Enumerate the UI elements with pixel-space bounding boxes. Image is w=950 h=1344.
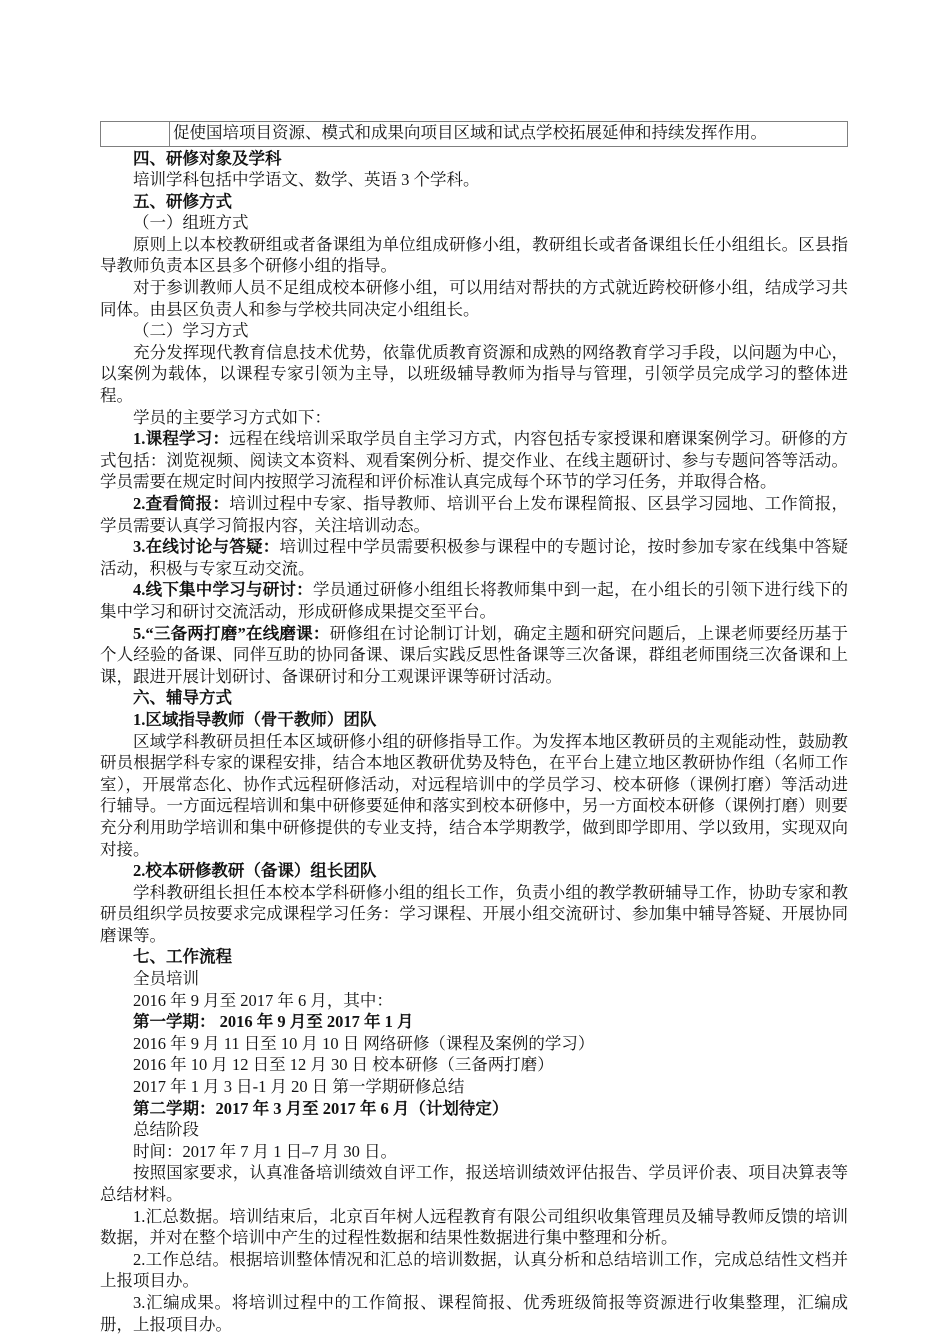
paragraph: [100, 1292, 848, 1335]
paragraph: [100, 1076, 848, 1098]
document-body: [100, 148, 848, 1336]
section-heading: [100, 148, 848, 170]
paragraph-text: 1.汇总数据。培训结束后，北京百年树人远程教育有限公司组织收集管理员及辅导教师反馈的培训数据，并对在整个培训中产生的过程性数据和结果性数据进行集中整理和分析。: [100, 1206, 848, 1248]
paragraph: [100, 1162, 848, 1205]
paragraph-text: 2016 年 9 月至 2017 年 6 月，其中：: [133, 990, 393, 1010]
paragraph: [100, 731, 848, 861]
paragraph-text: 培训过程中专家、指导教师、培训平台上发布课程简报、区县学习园地、工作简报，学员需要认真学习简报内容，关注培训动态。: [100, 494, 849, 535]
paragraph: [100, 342, 848, 407]
paragraph-lead: 1.课程学习：: [133, 429, 230, 449]
paragraph-text: 2016 年 10 月 12 日至 12 月 30 日 校本研修（三备两打磨）: [133, 1055, 554, 1075]
paragraph-text: 四、研修对象及学科: [133, 148, 282, 168]
paragraph: [100, 623, 848, 688]
table-fragment: [100, 121, 848, 147]
table-cell-empty: [101, 122, 170, 147]
paragraph: [100, 277, 848, 320]
paragraph-lead: 3.在线讨论与答疑：: [133, 537, 280, 557]
section-heading: [100, 860, 848, 882]
paragraph: [100, 579, 848, 622]
paragraph: [100, 407, 848, 429]
section-heading: [100, 946, 848, 968]
paragraph-text: 2.校本研修教研（备课）组长团队: [133, 861, 377, 881]
paragraph: [100, 1119, 848, 1141]
section-heading: [100, 191, 848, 213]
paragraph: [100, 1141, 848, 1163]
table-cell-text: 促使国培项目资源、模式和成果向项目区域和试点学校拓展延伸和持续发挥作用。: [170, 122, 848, 147]
section-heading: [100, 1011, 848, 1033]
paragraph-text: 区域学科教研员担任本区域研修小组的研修指导工作。为发挥本地区教研员的主观能动性，鼓励教研员根据学科专家的课程安排，结合本地区教研优势及特色，在平台上建立地区教研协作组（名师工作室），开展常态化、协作式远程研修活动，对远程培训中的学员学习、校本研修（课例打磨）等活动进行辅导。一方面远程培训和集中研修要延伸和落实到校本研修中，另一方面校本研修（课例打磨）则要充分利用助学培训和集中研修提供的专业支持，结合本学期教学，做到即学即用、学以致用，实现双向对接。: [100, 731, 848, 859]
section-heading: [100, 1098, 848, 1120]
paragraph-text: 第一学期： 2016 年 9 月至 2017 年 1 月: [133, 1012, 414, 1032]
paragraph-text: 学科教研组长担任本校本学科研修小组的组长工作，负责小组的教学教研辅导工作，协助专家和教研员组织学员按要求完成课程学习任务：学习课程、开展小组交流研讨、参加集中辅导答疑、开展协同磨课等。: [100, 882, 848, 945]
paragraph: [100, 1249, 848, 1292]
paragraph-text: 3.汇编成果。将培训过程中的工作简报、课程简报、优秀班级简报等资源进行收集整理，汇编成册，上报项目办。: [100, 1292, 848, 1334]
paragraph-text: 时间：2017 年 7 月 1 日–7 月 30 日。: [133, 1141, 397, 1161]
paragraph-text: 学员的主要学习方式如下：: [133, 407, 331, 427]
paragraph-text: 总结阶段: [133, 1120, 199, 1140]
paragraph-text: 全员培训: [133, 969, 199, 989]
paragraph: [100, 493, 848, 536]
paragraph-text: 学员通过研修小组组长将教师集中到一起，在小组长的引领下进行线下的集中学习和研讨交流活动，形成研修成果提交至平台。: [100, 580, 849, 621]
paragraph: [100, 169, 848, 191]
paragraph-text: 五、研修方式: [133, 191, 232, 211]
paragraph-lead: 4.线下集中学习与研讨：: [133, 580, 313, 600]
paragraph-text: 第二学期：2017 年 3 月至 2017 年 6 月（计划待定）: [133, 1098, 509, 1118]
paragraph-text: 培训学科包括中学语文、数学、英语 3 个学科。: [133, 170, 480, 190]
paragraph: [100, 536, 848, 579]
paragraph: [100, 1033, 848, 1055]
paragraph-text: 六、辅导方式: [133, 688, 232, 708]
table-row: [101, 122, 848, 147]
paragraph-lead: 2.查看简报：: [133, 494, 230, 513]
paragraph-text: 充分发挥现代教育信息技术优势，依靠优质教育资源和成熟的网络教育学习手段，以问题为中心，以案例为载体，以课程专家引领为主导，以班级辅导教师为指导与管理，引领学员完成学习的整体进程。: [100, 342, 848, 406]
paragraph-text: 按照国家要求，认真准备培训绩效自评工作，报送培训绩效评估报告、学员评价表、项目决算表等总结材料。: [100, 1163, 848, 1204]
paragraph-text: 2017 年 1 月 3 日-1 月 20 日 第一学期研修总结: [133, 1077, 465, 1097]
document-content: [100, 121, 848, 1335]
section-heading: [100, 687, 848, 709]
paragraph: [100, 968, 848, 990]
paragraph-text: 对于参训教师人员不足组成校本研修小组，可以用结对帮扶的方式就近跨校研修小组，结成学习共同体。由县区负责人和参与学校共同决定小组组长。: [100, 278, 848, 319]
paragraph: [100, 212, 848, 234]
paragraph: [100, 320, 848, 342]
paragraph: [100, 234, 848, 277]
paragraph: [100, 428, 848, 493]
paragraph-text: 2.工作总结。根据培训整体情况和汇总的培训数据，认真分析和总结培训工作，完成总结性文档并上报项目办。: [100, 1249, 848, 1291]
section-heading: [100, 709, 848, 731]
paragraph-text: 1.区域指导教师（骨干教师）团队: [133, 709, 377, 729]
paragraph-text: 远程在线培训采取学员自主学习方式，内容包括专家授课和磨课案例学习。研修的方式包括：浏览视频、阅读文本资料、观看案例分析、提交作业、在线主题研讨、参与专题问答等活动。学员需要在规定时间内按照学习流程和评价标准认真完成每个环节的学习任务，并取得合格。: [100, 429, 849, 492]
paragraph-text: 七、工作流程: [133, 947, 232, 967]
paragraph-text: 原则上以本校教研组或者备课组为单位组成研修小组，教研组长或者备课组长任小组组长。区县指导教师负责本区县多个研修小组的指导。: [100, 234, 848, 276]
paragraph-text: 2016 年 9 月 11 日至 10 月 10 日 网络研修（课程及案例的学习）: [133, 1033, 595, 1053]
paragraph-text: 研修组在讨论制订计划，确定主题和研究问题后，上课老师要经历基于个人经验的备课、同伴互助的协同备课、课后实践反思性备课等三次备课，群组老师围绕三次备课和上课，跟进开展计划研讨、备课研讨和分工观课评课等研讨活动。: [100, 623, 849, 686]
paragraph: [100, 1206, 848, 1249]
paragraph: [100, 990, 848, 1012]
paragraph-lead: 5.“三备两打磨”在线磨课：: [133, 623, 330, 643]
paragraph: [100, 1054, 848, 1076]
paragraph-text: （二）学习方式: [133, 321, 249, 341]
paragraph-text: （一）组班方式: [133, 213, 249, 233]
paragraph: [100, 882, 848, 947]
paragraph-text: 培训过程中学员需要积极参与课程中的专题讨论，按时参加专家在线集中答疑活动，积极与专家互动交流。: [100, 537, 849, 578]
